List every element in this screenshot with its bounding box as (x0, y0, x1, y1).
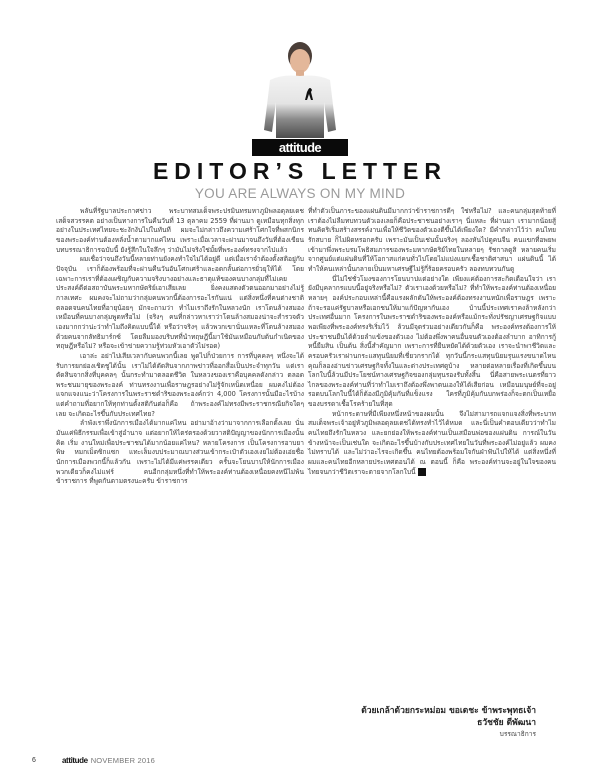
paragraph: นี่ไม่ใช่ชั่วโมงของการโยนบาปแต่อย่างใด เพียงแค่ต้องการสะกิดเตือนใจว่า เรายังมีบุคลากรแบบนี้อยู่จริงหรือไม่? ตัวเราเองด้วยหรือไม่? ที่ทำให้พระองค์ท่านต้องเหนื่อย หลายๆ องค์ประกอบเหล่านี้คือแรงผลักดันให้พระองค์ต้องทรงงานหนักเพื่อราษฎร เพราะถ้าจะรอแค่รัฐบาลหรือเอกชนให้มาแก้ปัญหากันเอง บ้านนี้ประเทศเราคงล้าหลังกว่าประเทศอื่นมาก โครงการในพระราชดำริของพระองค์หรือแม้กระทั่งปรัชญาเศรษฐกิจแบบพอเพียงที่พระองค์ทรงริเริ่มไว้ ล้วนมีจุดร่วมอย่างเดียวกันก็คือ พระองค์ทรงต้องการให้ประชาชนยืนได้ด้วยลำแข้งของตัวเอง ไม่ต้องพึ่งพาคนอื่นจนตัวเองต้องลำบาก อาทิการกู้หนี้ยืมสิน เป็นต้น สิ่งนี้สำคัญมาก เพราะการที่ยืนหยัดได้ด้วยตัวเอง เราจะนำพาชีวิตและครอบครัวเราผ่านกระแสทุนนิยมที่เชี่ยวกรากได้ ทุกวันนี้กระแสทุนนิยมรุนแรงขนาดไหนคุณก็ลองอ่านข่าวเศรษฐกิจทั้งในและต่างประเทศดูบ้าง หลายต่อหลายเรื่องที่เกิดขึ้นบนโลกใบนี้ล้วนมีประโยชน์ทางเศรษฐกิจของกลุ่มทุนรองรับทั้งสิ้น นี่คือสายพระเนตรที่ยาวไกลของพระองค์ท่านที่ว่าทำไมเราถึงต้องพึ่งพาตนเองให้ได้เสียก่อน เหมือนมนุษย์ที่จะอยู่รอดบนโลกใบนี้ได้ก็ต้องมีภูมิคุ้มกันที่แข็งแรง ใครที่ภูมิคุ้มกันบกพร่องก็จะตกเป็นเหยื่อของบรรดาเชื้อโรคร้ายในที่สุด (308, 274, 556, 409)
editor-name: ธวัชชัย ดีพัฒนา (477, 718, 536, 728)
page-number: 6 (32, 757, 36, 764)
signoff-salutation: ด้วยเกล้าด้วยกระหม่อม ขอเดชะ ข้าพระพุทธเจ้า (361, 706, 536, 716)
editor-role: บรรณาธิการ (499, 730, 536, 738)
paragraph-final (308, 410, 556, 478)
page-subtitle: YOU ARE ALWAYS ON MY MIND (194, 186, 406, 201)
page-title: EDITOR’S LETTER (152, 158, 448, 184)
brand-logo: attitude (252, 139, 348, 156)
issue-date: NOVEMBER 2016 (90, 756, 155, 765)
paragraph: ที่ทำตัวเป็นภาระของแผ่นดินมีมากกว่าข้าราชการดีๆ ใช่หรือไม่? และคนกลุ่มสุดท้ายที่เราต้องไม่ลืมทบทวนตัวเองเลยก็คือประชาชนอย่างเราๆ นี่แหละ ที่ผ่านมา เรามากน้อยสู้ทนคิดริเริ่มสร้างสรรค์งานเพื่อให้ชีวิตของตัวเองดีขึ้นได้เพียงใด? มีคำกล่าวไว้ว่า คนไทยรักสบาย ก็ไม่ผิดหรอกครับ เพราะมันเป็นเช่นนั้นจริงๆ ลองหันไปดูคนจีน คนแขกที่อพยพเข้ามาพึ่งพระบรมโพธิสมภารของพระมหากษัตริย์ไทยในหลายๆ รัชกาลดูสิ หลายคนเริ่มจากศูนย์แต่แผ่นดินที่ให้โอกาสแก่คนทั่วไปโดยไม่แบ่งแยกเชื้อชาติศาสนา แผ่นดินนี้ ได้ทำให้คนเหล่านั้นกลายเป็นมหาเศรษฐีไม่รู้กี่ร้อยครอบครัว ลองทบทวนกันดู (308, 207, 556, 273)
article-right-column (308, 207, 556, 477)
page-footer (32, 756, 155, 765)
signoff (361, 705, 536, 739)
article-left-column (56, 207, 304, 487)
paragraph: พลันที่รัฐบาลประกาศข่าว พระบาทสมเด็จพระปรมินทรมหาภูมิพลอดุลยเดช เสด็จสวรรคต อย่างเป็นทางการในคืนวันที่ 13 ตุลาคม 2559 ที่ผ่านมา ดูเหมือนทุกสิ่งทุกอย่างในประเทศไทยจะชะงักงันไปในทันที ผมจะไม่กล่าวถึงความเศร้าโศกใจที่พสกนิกรของพระองค์ท่านต้องหลั่งน้ำตามากแค่ไหน เพราะเมื่อเวลาจะผ่านมาจนถึงวันที่ต้องเขียนบทบรรณาธิการฉบับนี้ ยังรู้สึกในใจลึกๆ ว่ามันไม่จริงใช่มั้ยที่พระองค์ทรงจากไปแล้ว (56, 207, 304, 254)
paragraph-text: หน้ากระดาษที่มีเพียงหนึ่งหน้าของผมนั้น จึงไม่สามารถแจกแจงสิ่งที่พระบาทสมเด็จพระเจ้าอยู่หัวภูมิพลอดุลยเดชได้ทรงทำไว้ได้หมด และนี่เป็นคำตอบเดียวว่าทำไมคนไทยถึงรักในหลวง และยกย่องให้พระองค์ท่านเป็นเสมือนพ่อของแผ่นดิน การณ์ในวันข้างหน้าจะเป็นเช่นใด จะเกิดอะไรขึ้นบ้างกับประเทศไทยในวันที่พระองค์ไม่อยู่แล้ว ผมคงไม่ทราบได้ และไม่ว่าอะไรจะเกิดขึ้น คนไทยต้องพร้อมใจกันฝ่าฟันไปให้ได้ แต่สิ่งหนึ่งที่ผมและคนไทยอีกหลายประเทศตอนได้ ณ ตอนนี้ ก็คือ พระองค์ท่านจะอยู่ในใจของคนไทยจนกว่าชีวิตเราจะตายจากโลกใบนี้ (308, 409, 556, 476)
editor-portrait-image (252, 38, 348, 138)
paragraph: ผมเชื่อว่าจนถึงวันนี้หลายท่านยังคงทำใจไม่ได้อยู่ดี แต่เมื่อเราจำต้องตั้งสติอยู่กับปัจจุบัน เราก็ต้องพร้อมที่จะผ่านคืนวันอันโศกเศร้าและอดกลั้นต่อการยั่วยุให้ได้ โดยเฉพาะการเราที่ต้องเผชิญกับความจริงบางอย่างและธาตุแท้ของคนบางกลุ่มที่ไม่เคยประสงค์ดีต่อสถาบันพระมหากษัตริย์เอาเสียเลย ยิ่งคงแสดงตัวตนออกมาอย่างไม่รู้กาลเทศะ ผมคงจะไม่ถามว่ากลุ่มคนพวกนี้ต้องการอะไรกันแน่ แต่สิ่งหนึ่งที่คนต่างชาติ ตลอดจนคนไทยที่อายุน้อยๆ มักจะถามว่า ทำไมเราถึงรักในหลวงนัก เราโดนล้างสมองเหมือนที่คนบางกลุ่มพูดหรือไม่ (จริงๆ คนที่กล่าวหาเราว่าโดนล้างสมองน่าจะสำรวจตัวเองมากกว่าน่ะว่าทำไมถึงคิดแบบนี้ได้ หรือว่าจริงๆ แล้วพวกเขานั่นแหละที่โดนล้างสมองด้วยคนจากลัทธิมาร์กซ์ โดยลืมมองบริบทที่นำทฤษฎีนี้มาใช้มันเหมือนกับต้นกำเนิดของทฤษฎีหรือไม่? หรือจะเข้าข่ายความรู้ท่วมหัวเอาตัวไม่รอด) (56, 255, 304, 351)
paragraph: เอาล่ะ อย่าไปเสียเวลากับคนพวกนี้เลย พูดไปก็ป่วยการ การที่บุคคลๆ หนึ่งจะได้รับการยกย่องเชิดชูได้นั้น เราไม่ได้ตัดสินจากภาพข่าวที่ออกสื่อเป็นประจำทุกวัน แต่เราตัดสินจากสิ่งที่บุคคลๆ นั้นกระทำมาตลอดชีวิต ในหลวงของเราคือบุคคลดังกล่าว ตลอดพระชนมายุของพระองค์ ท่านทรงงานเพื่อราษฎรอย่างไม่รู้จักเหน็ดเหนื่อย ผมคงไม่ต้องแจกแจงแนะว่าโครงการในพระราชดำริของพระองค์กว่า 4,000 โครงการนั้นมีอะไรบ้าง แต่คำถามที่อยากให้ทุกท่านตั้งสติกันต่อก็คือ ถ้าพระองค์ไม่ทรงมีพระราชกรณียกิจใดๆ เลย จะเกิดอะไรขึ้นกับประเทศไทย? (56, 351, 304, 418)
paragraph: ลำพังเราพึ่งนักการเมืองได้มากแค่ไหน อย่ามาอ้างว่ามาจากการเลือกตั้งเลย นั่นมันแค่พิธีกรรมเพื่อเข้าสู่อำนาจ แต่อยากให้ไตร่ตรองด้วยวาสติปัญญาของนักการเมืองนั้น คิด เริ่ม งานใหม่เพื่อประชาชนได้มากน้อยแค่ไหน? หลายโครงการ เป็นโครงการอาบยาพิษ หมกเม็ดซิกแซก แทะเล็มงบประมาณบางส่วนเข้ากระเป๋าตัวเองเงยไม่ต้องเอ่ยชื่อนักการเมืองพวกนี้ก็แล้วกัน เพราะไม่ได้มีแค่พรรคเดียว ครั้นจะโยนบาปให้นักการเมืองพวกเดียวก็คงไม่แฟร์ คนอีกกลุ่มหนึ่งที่ทำให้พระองค์ท่านต้องเหนื่อยคงหนีไม่พ้นข้าราชการ ที่พูดกันตามตรงนะครับ ข้าราชการ (56, 419, 304, 486)
footer-brand: attitude (62, 756, 88, 765)
editor-portrait-photo (252, 38, 348, 138)
end-mark-icon: อ (418, 468, 426, 476)
